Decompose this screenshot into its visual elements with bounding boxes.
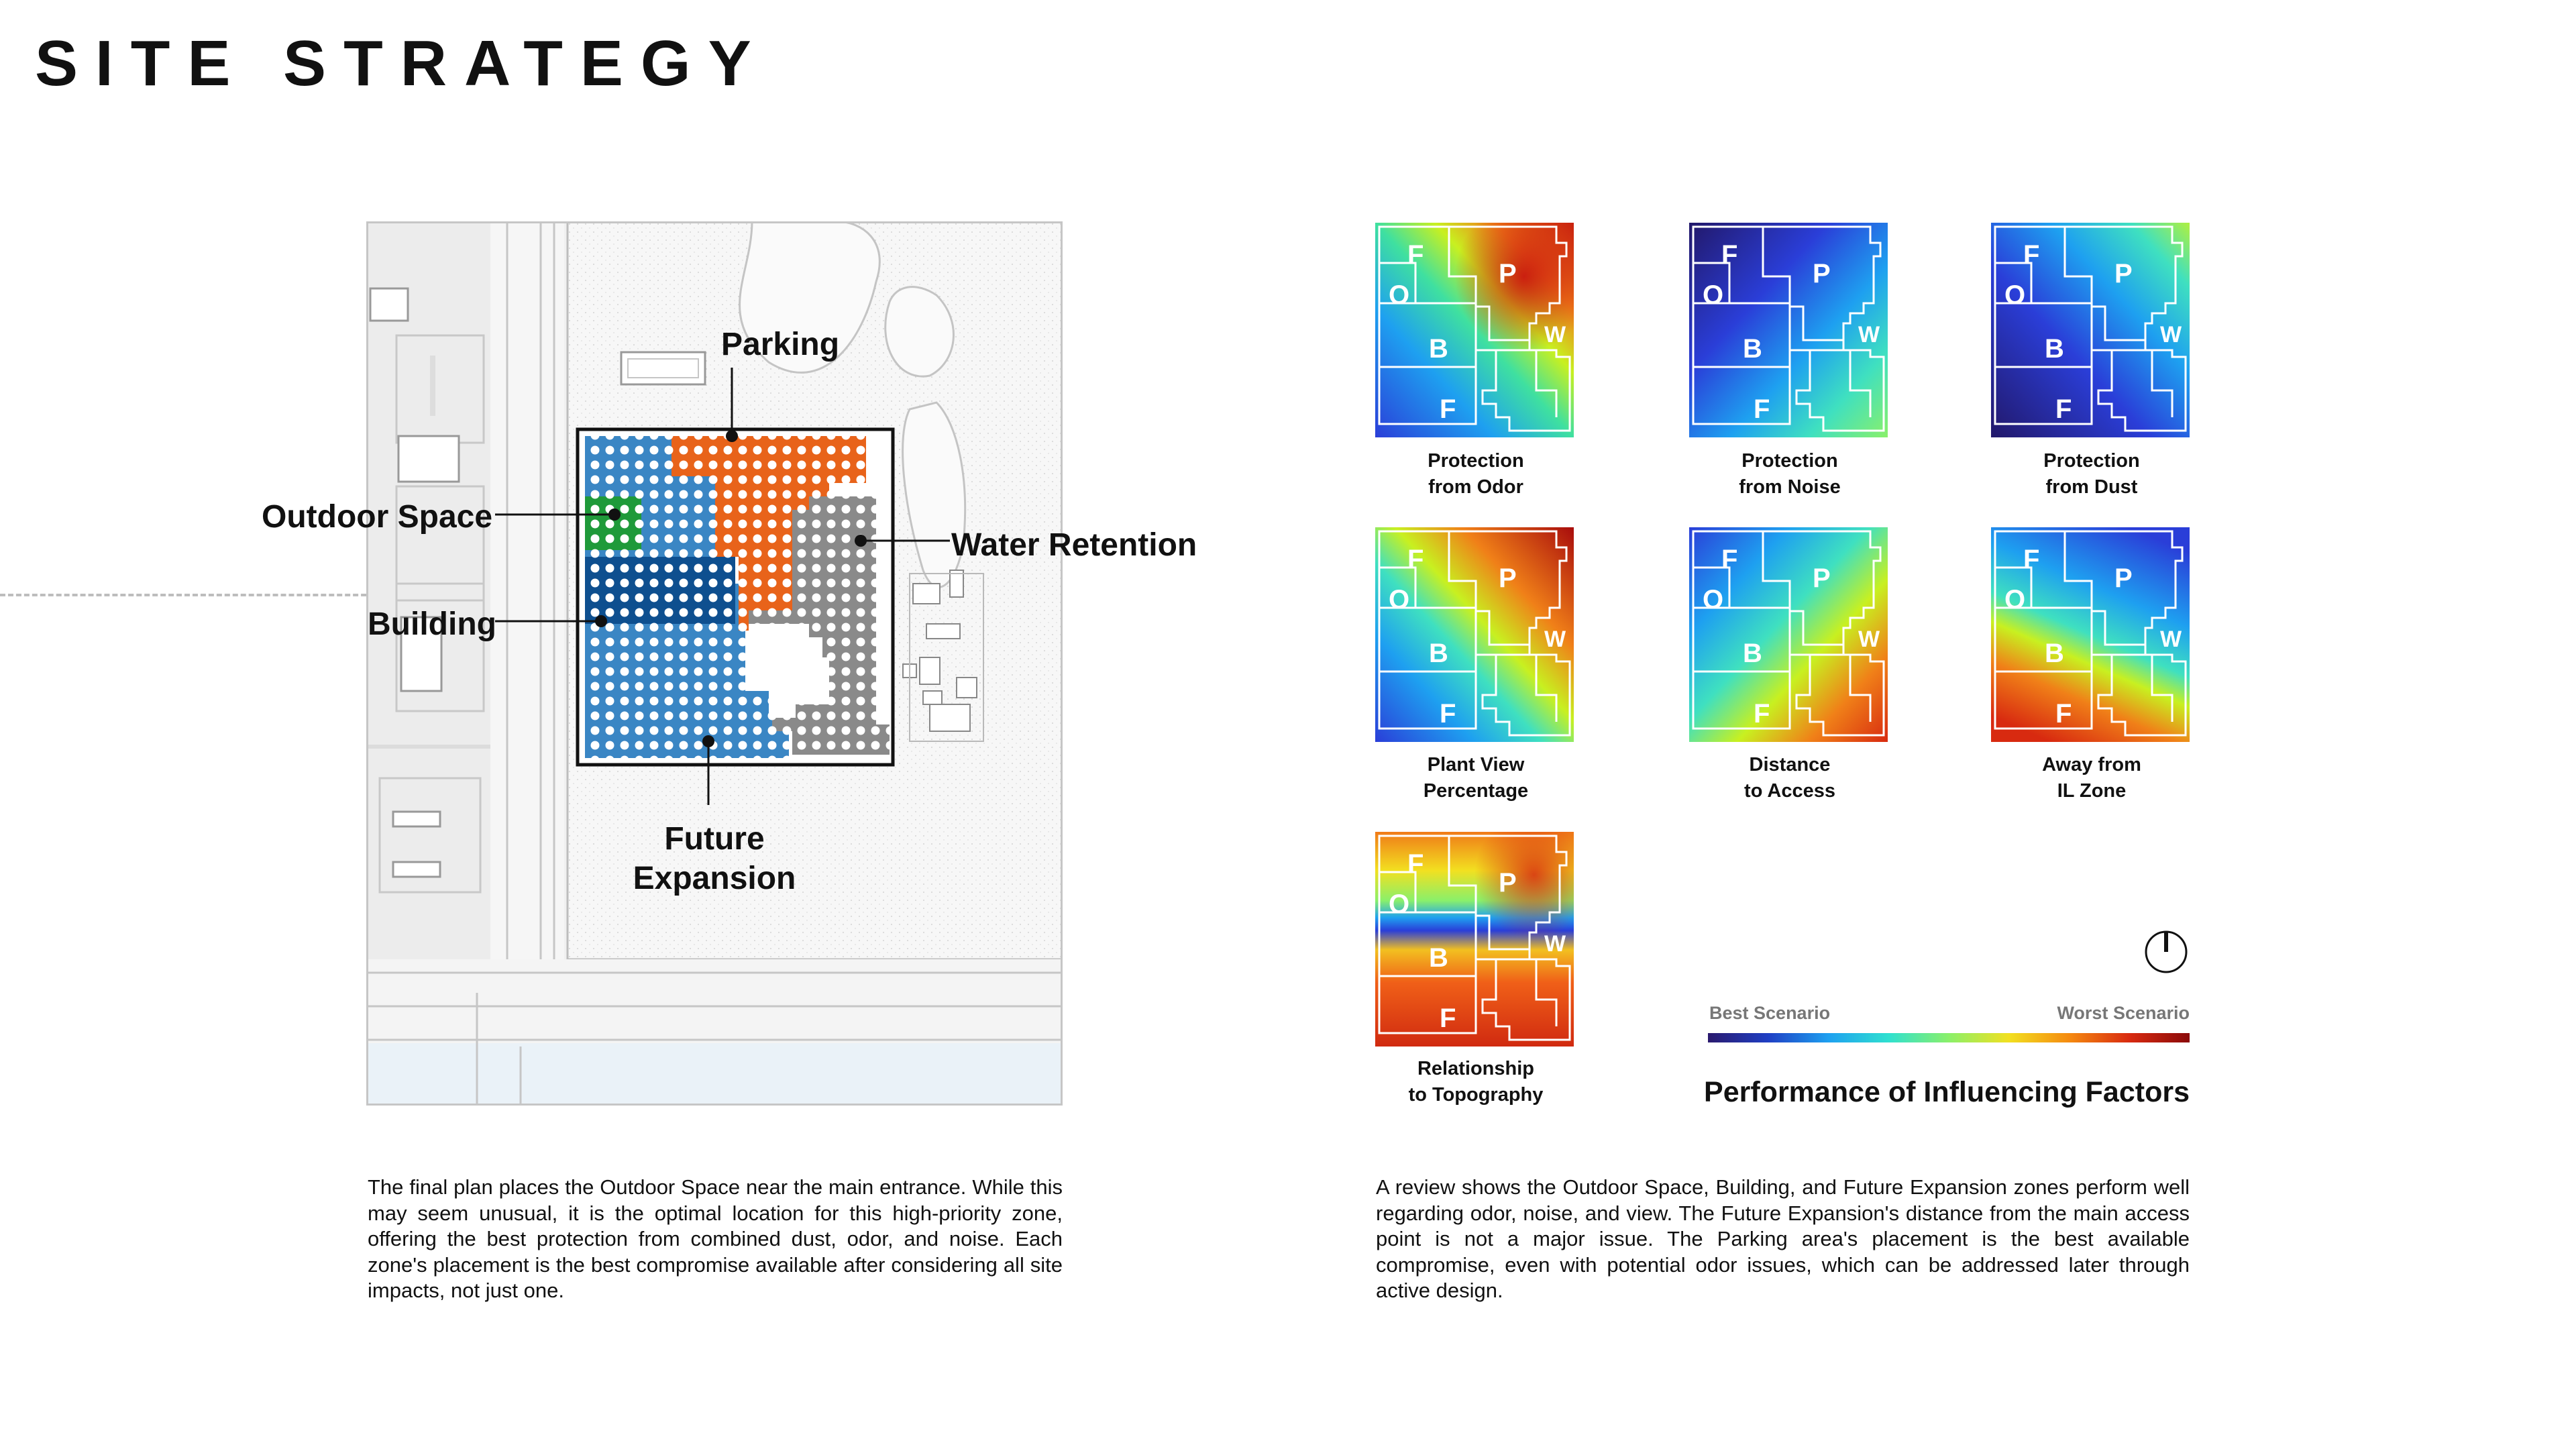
heatmap-zone-letter-o: O xyxy=(2004,585,2026,614)
heatmap-label-plant-view-line2: Percentage xyxy=(1423,780,1529,802)
heatmap-zone-letter-b: B xyxy=(2045,334,2064,364)
heatmap-label-distance xyxy=(1682,752,1897,804)
label-future-expansion-line2: Expansion xyxy=(633,860,796,896)
heatmap-label-dust xyxy=(1984,448,2199,500)
right-description: A review shows the Outdoor Space, Building, and Future Expansion zones perform well regarding odor, noise, and view. The Future Expansion's distance from the main access point is not a major issue. The Parking area's placement is the best available compromise, even with potential odor issues, which can be addressed later through active design. xyxy=(1376,1175,2190,1302)
heatmap-zone-letter-p: P xyxy=(1813,259,1831,288)
heatmap-zone-letter-w: W xyxy=(1858,627,1880,652)
legend-title: Performance of Influencing Factors xyxy=(1704,1076,2190,1108)
label-building: Building xyxy=(368,606,496,642)
heatmap-zone-letter-o: O xyxy=(1703,585,1724,614)
heatmap-zone-letter-b: B xyxy=(1743,639,1762,668)
heatmap-zone-letter-w: W xyxy=(1544,627,1566,652)
heatmap-zone-letter-b: B xyxy=(2045,639,2064,668)
heatmap-zone-letter-f-top: F xyxy=(2023,240,2040,270)
heatmap-zone-letter-w: W xyxy=(2160,627,2182,652)
heatmap-zone-letter-p: P xyxy=(1813,564,1831,593)
heatmap-zone-letter-f-bottom: F xyxy=(1440,699,1456,729)
heatmap-zone-letter-o: O xyxy=(1389,585,1410,614)
heatmap-zone-letter-f-top: F xyxy=(1721,240,1738,270)
heatmap-label-odor-line1: Protection xyxy=(1428,450,1524,472)
legend-best-label: Best Scenario xyxy=(1709,1003,1831,1023)
heatmap-zone-letter-f-bottom: F xyxy=(1754,394,1770,424)
heatmap-zone-letter-f-bottom: F xyxy=(1754,699,1770,729)
heatmap-label-odor xyxy=(1368,448,1583,500)
heatmap-label-il-zone xyxy=(1984,752,2199,804)
heatmap-zone-letter-b: B xyxy=(1429,334,1448,364)
heatmap-label-il-zone-line2: IL Zone xyxy=(2057,780,2127,802)
heatmap-zone-letter-f-top: F xyxy=(1407,240,1424,270)
heatmap-zone-letter-w: W xyxy=(1858,322,1880,347)
heatmap-zone-letter-o: O xyxy=(1703,280,1724,310)
heatmap-zone-letter-w: W xyxy=(2160,322,2182,347)
legend-color-bar xyxy=(1708,1033,2190,1042)
heatmap-zone-letter-f-bottom: F xyxy=(1440,394,1456,424)
heatmap-label-noise xyxy=(1682,448,1897,500)
heatmap-zone-letter-f-bottom: F xyxy=(1440,1004,1456,1033)
heatmap-zone-letter-o: O xyxy=(2004,280,2026,310)
heatmap-zone-letter-f-top: F xyxy=(1407,849,1424,879)
label-water-retention: Water Retention xyxy=(951,527,1197,563)
heatmap-zone-letter-p: P xyxy=(1499,259,1517,288)
heatmap-zone-letter-p: P xyxy=(2114,259,2133,288)
heatmap-label-dust-line1: Protection xyxy=(2043,450,2140,472)
label-parking: Parking xyxy=(721,327,840,362)
label-future-expansion-line1: Future xyxy=(664,821,765,857)
heatmap-label-noise-line1: Protection xyxy=(1741,450,1838,472)
heatmap-label-topography-line1: Relationship xyxy=(1417,1058,1534,1079)
heatmap-label-il-zone-line1: Away from xyxy=(2042,754,2141,775)
label-outdoor-space: Outdoor Space xyxy=(262,499,493,535)
heatmap-zone-letter-p: P xyxy=(1499,868,1517,898)
heatmap-label-distance-line1: Distance xyxy=(1749,754,1831,775)
left-description: The final plan places the Outdoor Space near the main entrance. While this may seem unusual, it is the optimal location for this high-priority zone, offering the best protection from combined dust, odor, and noise. Each zone's placement is the best compromise available after considering all site impacts, not just one. xyxy=(368,1175,1063,1302)
heatmap-label-odor-line2: from Odor xyxy=(1428,476,1523,498)
heatmap-zone-letter-f-top: F xyxy=(2023,545,2040,574)
heatmap-zone-letter-f-bottom: F xyxy=(2055,394,2072,424)
heatmap-zone-letter-o: O xyxy=(1389,280,1410,310)
heatmap-label-plant-view-line1: Plant View xyxy=(1427,754,1525,775)
heatmap-zone-letter-b: B xyxy=(1429,639,1448,668)
heatmap-label-plant-view xyxy=(1368,752,1583,804)
site-plan-map xyxy=(366,221,1063,1106)
heatmap-zone-letter-p: P xyxy=(1499,564,1517,593)
heatmap-zone-letter-f-bottom: F xyxy=(2055,699,2072,729)
heatmap-zone-letter-f-top: F xyxy=(1407,545,1424,574)
label-future-expansion xyxy=(631,820,798,898)
heatmap-label-topography-line2: to Topography xyxy=(1408,1084,1544,1106)
heatmap-label-dust-line2: from Dust xyxy=(2045,476,2138,498)
legend-worst-label: Worst Scenario xyxy=(2057,1003,2190,1023)
page-title: SITE STRATEGY xyxy=(35,28,769,99)
north-arrow-icon xyxy=(2144,930,2188,974)
heatmap-zone-letter-w: W xyxy=(1544,322,1566,347)
heatmap-zone-letter-b: B xyxy=(1743,334,1762,364)
heatmap-zone-letter-o: O xyxy=(1389,890,1410,919)
section-divider xyxy=(0,594,382,596)
heatmap-label-noise-line2: from Noise xyxy=(1739,476,1841,498)
heatmap-label-topography xyxy=(1368,1056,1583,1108)
heatmap-zone-letter-w: W xyxy=(1544,931,1566,957)
heatmap-zone-letter-f-top: F xyxy=(1721,545,1738,574)
heatmap-label-distance-line2: to Access xyxy=(1744,780,1835,802)
heatmap-zone-letter-b: B xyxy=(1429,943,1448,973)
heatmap-zone-letter-p: P xyxy=(2114,564,2133,593)
